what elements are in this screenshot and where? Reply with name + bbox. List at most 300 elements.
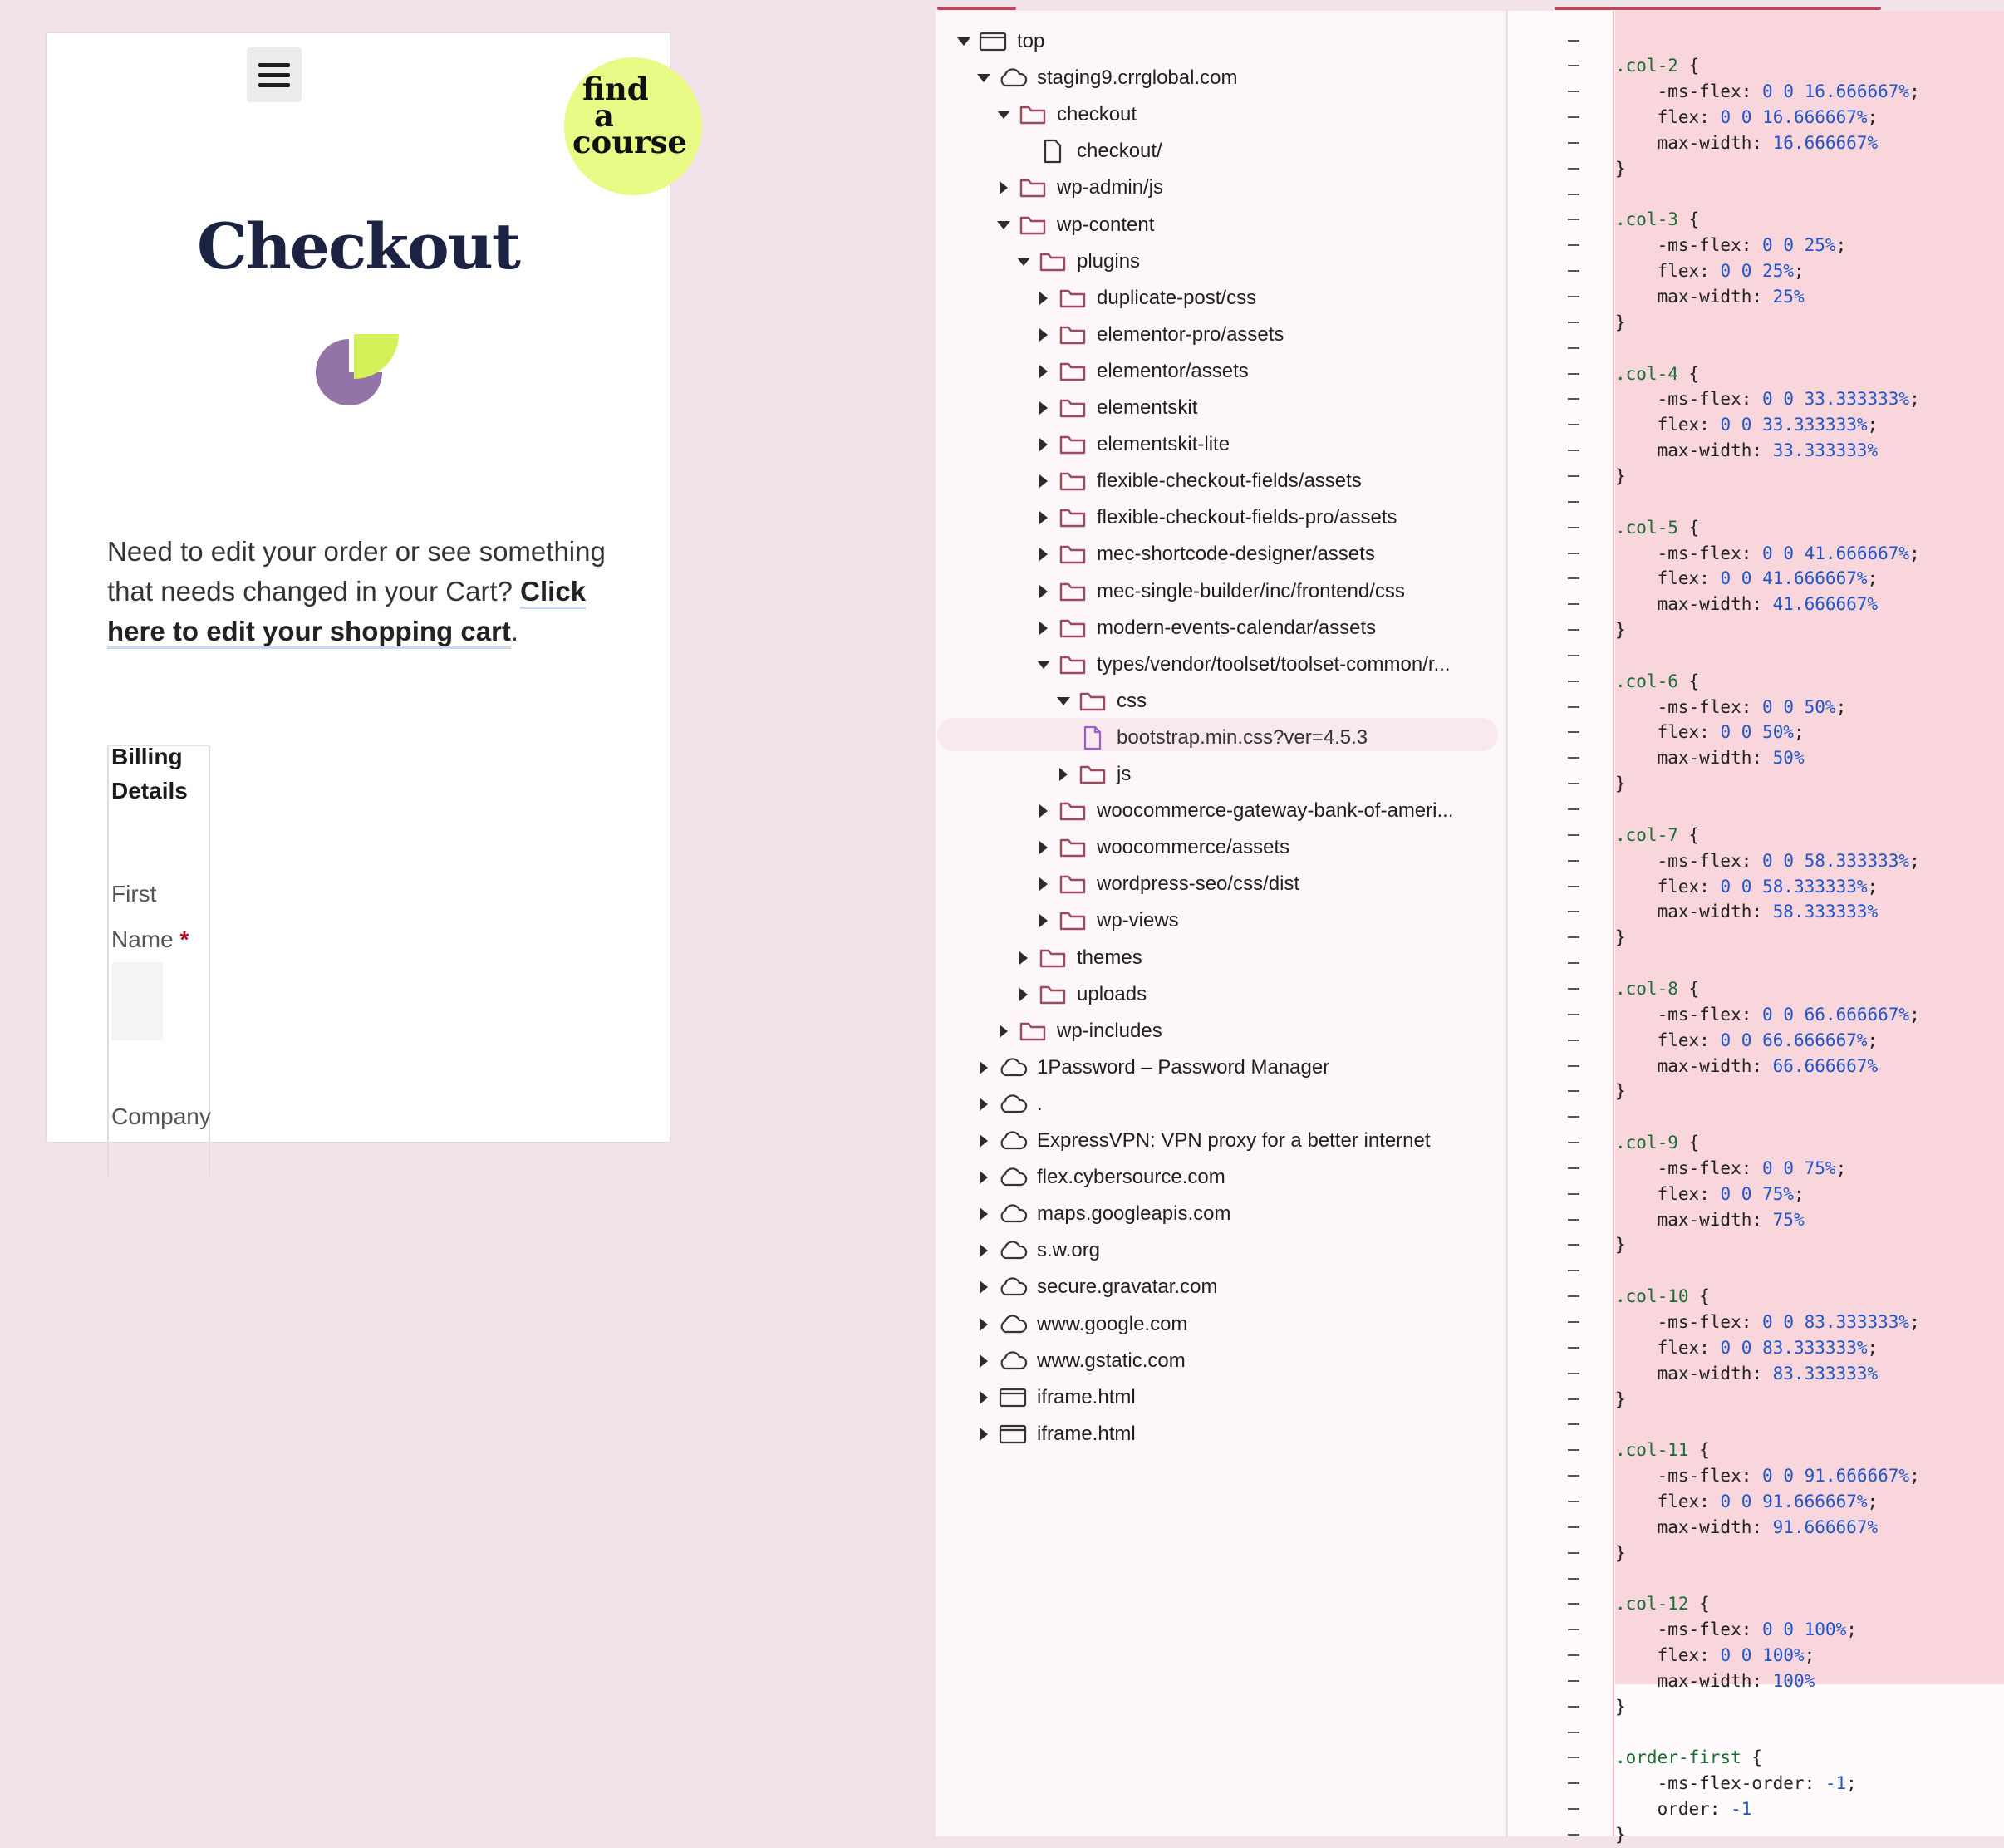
frame-icon — [979, 29, 1007, 54]
removed-line-marker — [1568, 860, 1579, 862]
removed-line-marker — [1568, 398, 1579, 400]
code-line: } — [1615, 1388, 1626, 1409]
code-line: } — [1615, 158, 1626, 179]
find-a-course-badge[interactable] — [564, 57, 702, 195]
cloud-icon — [999, 1055, 1027, 1080]
removed-line-marker — [1568, 373, 1579, 375]
removed-line-marker — [1568, 1270, 1579, 1271]
collapsed-chevron-icon[interactable] — [1034, 804, 1054, 818]
code-line: .col-3 { — [1615, 209, 1700, 230]
tree-item[interactable] — [1014, 133, 1162, 170]
removed-line-marker — [1568, 886, 1579, 887]
first-name-input[interactable] — [111, 962, 163, 1040]
code-line: flex: 0 0 25%; — [1615, 261, 1805, 282]
expanded-chevron-icon[interactable] — [1054, 697, 1073, 705]
badge-line: find — [582, 71, 649, 107]
tree-item[interactable] — [974, 1379, 1136, 1416]
collapsed-chevron-icon[interactable] — [974, 1428, 994, 1441]
cart-edit-note — [107, 532, 622, 651]
tree-item[interactable] — [974, 1416, 1136, 1452]
tree-item[interactable] — [974, 1196, 1230, 1232]
code-line: .order-first { — [1615, 1747, 1763, 1768]
removed-line-marker — [1568, 65, 1579, 66]
removed-line-marker — [1568, 1680, 1579, 1682]
removed-line-marker — [1568, 1244, 1579, 1246]
removed-line-marker — [1568, 1757, 1579, 1758]
frame-icon — [999, 1422, 1027, 1447]
collapsed-chevron-icon[interactable] — [974, 1354, 994, 1368]
tree-item[interactable] — [994, 207, 1154, 243]
collapsed-chevron-icon[interactable] — [994, 1025, 1014, 1038]
folder-icon — [1019, 102, 1047, 127]
tree-item-label: wp-admin/js — [1057, 176, 1164, 199]
removed-line-marker — [1568, 296, 1579, 297]
collapsed-chevron-icon[interactable] — [974, 1244, 994, 1257]
tree-item[interactable] — [974, 60, 1237, 96]
folder-icon — [1058, 469, 1087, 494]
tree-item[interactable] — [974, 1343, 1186, 1379]
file-icon — [1039, 139, 1067, 164]
code-line: max-width: 91.666667% — [1615, 1516, 1879, 1537]
code-line: } — [1615, 927, 1626, 948]
collapsed-chevron-icon[interactable] — [974, 1280, 994, 1294]
first-name-label-text: First Name — [111, 881, 174, 952]
company-label: Company — [111, 1103, 211, 1129]
removed-line-marker — [1568, 783, 1579, 784]
tree-item[interactable] — [1034, 866, 1299, 902]
collapsed-chevron-icon[interactable] — [1014, 951, 1034, 965]
removed-line-marker — [1568, 1347, 1579, 1349]
removed-line-marker — [1568, 527, 1579, 528]
removed-line-marker — [1568, 1014, 1579, 1015]
tree-item[interactable] — [974, 1049, 1329, 1086]
code-line: .col-4 { — [1615, 363, 1700, 384]
collapsed-chevron-icon[interactable] — [1034, 622, 1054, 635]
collapsed-chevron-icon[interactable] — [1034, 365, 1054, 378]
code-line: -ms-flex: 0 0 58.333333%; — [1615, 850, 1920, 871]
tree-item[interactable] — [994, 170, 1163, 206]
code-line: -ms-flex: 0 0 16.666667%; — [1615, 81, 1920, 102]
code-line: } — [1615, 1235, 1626, 1256]
code-line: } — [1615, 774, 1626, 794]
removed-line-marker — [1568, 706, 1579, 708]
folder-icon — [1058, 579, 1087, 604]
code-line: .col-11 { — [1615, 1440, 1710, 1461]
code-line: max-width: 16.666667% — [1615, 132, 1879, 153]
collapsed-chevron-icon[interactable] — [1034, 328, 1054, 342]
code-line: flex: 0 0 16.666667%; — [1615, 107, 1879, 128]
tree-item-label: flexible-checkout-fields/assets — [1097, 469, 1362, 493]
folder-icon — [1078, 689, 1107, 714]
code-line: flex: 0 0 83.333333%; — [1615, 1337, 1879, 1358]
tree-item-label: elementor/assets — [1097, 359, 1249, 382]
tree-item[interactable] — [974, 1086, 1043, 1123]
code-line: -ms-flex: 0 0 100%; — [1615, 1619, 1857, 1640]
tree-item-label: wp-views — [1097, 909, 1179, 932]
folder-icon — [1039, 982, 1067, 1007]
cloud-icon — [999, 1202, 1027, 1226]
collapsed-chevron-icon[interactable] — [1054, 768, 1073, 781]
first-name-label — [111, 871, 203, 962]
removed-line-marker — [1568, 1373, 1579, 1374]
cloud-icon — [999, 1312, 1027, 1337]
code-line: -ms-flex: 0 0 66.666667%; — [1615, 1004, 1920, 1025]
folder-icon — [1019, 1019, 1047, 1044]
tree-item-label: staging9.crrglobal.com — [1037, 66, 1238, 90]
removed-line-marker — [1568, 988, 1579, 990]
collapsed-chevron-icon[interactable] — [1034, 474, 1054, 488]
tree-item[interactable] — [974, 1123, 1431, 1159]
tree-item[interactable] — [1034, 353, 1249, 390]
code-line: .col-9 { — [1615, 1133, 1700, 1153]
folder-icon — [1039, 946, 1067, 971]
removed-line-marker — [1568, 681, 1579, 682]
tree-item-label: elementskit-lite — [1097, 433, 1230, 456]
tree-item-label: flex.cybersource.com — [1037, 1166, 1225, 1189]
removed-line-marker — [1568, 219, 1579, 220]
expanded-chevron-icon[interactable] — [954, 37, 974, 46]
tree-item[interactable] — [1034, 390, 1197, 426]
cloud-icon — [999, 1165, 1027, 1190]
tree-item-label: mec-single-builder/inc/frontend/css — [1097, 579, 1405, 602]
code-line: max-width: 50% — [1615, 748, 1805, 769]
expanded-chevron-icon[interactable] — [974, 74, 994, 82]
collapsed-chevron-icon[interactable] — [1034, 292, 1054, 305]
removed-line-marker — [1568, 347, 1579, 349]
tree-item-label: top — [1017, 30, 1045, 52]
removed-line-marker — [1568, 1834, 1579, 1836]
tree-item-label: wp-content — [1057, 213, 1155, 236]
removed-line-marker — [1568, 1501, 1579, 1502]
tree-item[interactable] — [974, 1232, 1100, 1269]
code-line: } — [1615, 465, 1626, 486]
tree-item[interactable] — [1054, 720, 1368, 756]
collapsed-chevron-icon[interactable] — [1034, 401, 1054, 415]
tree-item[interactable] — [1014, 243, 1140, 280]
tree-item-label: wordpress-seo/css/dist — [1097, 872, 1300, 896]
collapsed-chevron-icon[interactable] — [994, 181, 1014, 194]
tree-item[interactable] — [974, 1306, 1187, 1343]
code-line: flex: 0 0 58.333333%; — [1615, 876, 1879, 897]
code-line: -ms-flex: 0 0 41.666667%; — [1615, 543, 1920, 563]
removed-line-marker — [1568, 936, 1579, 938]
cloud-icon — [999, 66, 1027, 91]
tree-item[interactable] — [1034, 499, 1397, 536]
tree-item[interactable] — [1034, 317, 1284, 353]
removed-line-marker — [1568, 142, 1579, 144]
badge-line: course — [572, 124, 687, 160]
removed-line-marker — [1568, 1526, 1579, 1528]
collapsed-chevron-icon[interactable] — [974, 1134, 994, 1148]
tree-item-label: checkout/ — [1077, 140, 1162, 163]
hamburger-menu-button[interactable] — [247, 47, 302, 102]
menu-bar-icon — [258, 73, 290, 77]
code-line: -ms-flex: 0 0 33.333333%; — [1615, 389, 1920, 410]
tree-item-label: 1Password – Password Manager — [1037, 1055, 1330, 1079]
collapsed-chevron-icon[interactable] — [974, 1171, 994, 1184]
removed-line-marker — [1568, 553, 1579, 554]
edit-cart-link[interactable]: Click here to edit your shopping cart — [107, 576, 586, 649]
tree-item-label: types/vendor/toolset/toolset-common/r... — [1097, 652, 1451, 676]
diff-gutter-marker — [1613, 11, 1614, 1836]
folder-icon — [1058, 835, 1087, 860]
removed-line-marker — [1568, 911, 1579, 912]
removed-line-marker — [1568, 1475, 1579, 1477]
removed-line-marker — [1568, 629, 1579, 631]
tree-item-label: flexible-checkout-fields-pro/assets — [1097, 506, 1397, 529]
folder-icon — [1039, 249, 1067, 274]
removed-line-marker — [1568, 731, 1579, 733]
removed-line-marker — [1568, 1449, 1579, 1451]
active-tab-indicator — [1555, 7, 1881, 10]
removed-line-marker — [1568, 270, 1579, 272]
frame-icon — [999, 1385, 1027, 1410]
tree-item-label: www.gstatic.com — [1037, 1349, 1186, 1372]
code-line: -ms-flex-order: -1; — [1615, 1773, 1857, 1794]
tree-item-label: www.google.com — [1037, 1312, 1188, 1335]
tree-item[interactable] — [974, 1269, 1217, 1305]
folder-icon — [1058, 799, 1087, 823]
removed-line-marker — [1568, 1732, 1579, 1733]
tree-item-label: woocommerce/assets — [1097, 836, 1290, 859]
collapsed-chevron-icon[interactable] — [1034, 511, 1054, 524]
tree-item-label: js — [1117, 763, 1132, 785]
removed-line-marker — [1568, 578, 1579, 579]
tree-item[interactable] — [1034, 829, 1289, 866]
tree-item-label: css — [1117, 689, 1147, 712]
removed-line-marker — [1568, 1808, 1579, 1810]
tree-item[interactable] — [1034, 536, 1375, 573]
collapsed-chevron-icon[interactable] — [974, 1098, 994, 1111]
removed-line-marker — [1568, 168, 1579, 170]
removed-line-marker — [1568, 1040, 1579, 1041]
tree-item[interactable] — [1014, 976, 1147, 1013]
tree-item-label: checkout — [1057, 103, 1137, 126]
code-line: max-width: 41.666667% — [1615, 594, 1879, 615]
tree-item-label: elementor-pro/assets — [1097, 322, 1284, 346]
code-line: flex: 0 0 75%; — [1615, 1183, 1805, 1204]
removed-line-marker — [1568, 1321, 1579, 1323]
collapsed-chevron-icon[interactable] — [974, 1318, 994, 1331]
tree-item[interactable] — [1034, 646, 1451, 683]
removed-line-marker — [1568, 1065, 1579, 1067]
tree-item[interactable] — [1014, 940, 1142, 976]
collapsed-chevron-icon[interactable] — [1034, 841, 1054, 854]
removed-line-marker — [1568, 40, 1579, 42]
collapsed-chevron-icon[interactable] — [974, 1391, 994, 1404]
collapsed-chevron-icon[interactable] — [1034, 914, 1054, 927]
tree-item[interactable] — [1034, 902, 1179, 939]
removed-line-marker — [1568, 603, 1579, 605]
css-file-icon — [1078, 725, 1107, 750]
code-line: flex: 0 0 41.666667%; — [1615, 568, 1879, 589]
removed-line-marker — [1568, 1398, 1579, 1400]
collapsed-chevron-icon[interactable] — [1034, 877, 1054, 891]
folder-icon — [1058, 652, 1087, 677]
tree-item[interactable] — [1034, 610, 1376, 646]
removed-line-marker — [1568, 475, 1579, 477]
collapsed-chevron-icon[interactable] — [1034, 585, 1054, 598]
folder-icon — [1058, 505, 1087, 530]
tree-item[interactable] — [994, 96, 1137, 133]
removed-line-marker — [1568, 322, 1579, 323]
code-line: max-width: 33.333333% — [1615, 440, 1879, 461]
expanded-chevron-icon[interactable] — [1034, 661, 1054, 669]
code-line: flex: 0 0 66.666667%; — [1615, 1030, 1879, 1050]
brand-logo-icon — [316, 331, 399, 414]
folder-icon — [1058, 542, 1087, 567]
code-line: } — [1615, 620, 1626, 641]
removed-line-marker — [1568, 1090, 1579, 1092]
code-line: } — [1615, 1081, 1626, 1102]
tree-item-label: plugins — [1077, 249, 1141, 273]
badge-line: a — [594, 97, 614, 134]
folder-icon — [1058, 908, 1087, 933]
removed-line-marker — [1568, 244, 1579, 246]
removed-line-marker — [1568, 1578, 1579, 1580]
collapsed-chevron-icon[interactable] — [974, 1061, 994, 1074]
removed-line-marker — [1568, 834, 1579, 836]
expanded-chevron-icon[interactable] — [1014, 258, 1034, 266]
folder-icon — [1019, 213, 1047, 238]
removed-line-marker — [1568, 1116, 1579, 1118]
removed-line-marker — [1568, 424, 1579, 425]
removed-line-marker — [1568, 1193, 1579, 1195]
tree-item[interactable] — [1034, 793, 1453, 829]
expanded-chevron-icon[interactable] — [994, 221, 1014, 229]
removed-line-marker — [1568, 1552, 1579, 1554]
billing-details-heading: Billing Details — [111, 744, 188, 804]
cloud-icon — [999, 1092, 1027, 1117]
tree-item-label: woocommerce-gateway-bank-of-ameri... — [1097, 799, 1454, 823]
page-title: Checkout — [196, 209, 520, 283]
tree-item[interactable] — [1034, 463, 1362, 499]
folder-icon — [1058, 872, 1087, 897]
tree-item[interactable] — [974, 1159, 1225, 1196]
folder-icon — [1058, 286, 1087, 311]
code-line: -ms-flex: 0 0 75%; — [1615, 1157, 1847, 1178]
removed-line-marker — [1568, 1782, 1579, 1784]
expanded-chevron-icon[interactable] — [994, 111, 1014, 119]
tree-item-label: modern-events-calendar/assets — [1097, 616, 1377, 639]
cloud-icon — [999, 1349, 1027, 1374]
code-line: flex: 0 0 100%; — [1615, 1645, 1815, 1666]
code-line: max-width: 83.333333% — [1615, 1363, 1879, 1384]
tree-item-label: iframe.html — [1037, 1385, 1136, 1408]
removed-line-marker — [1568, 757, 1579, 759]
removed-line-marker — [1568, 1295, 1579, 1297]
removed-line-marker — [1568, 91, 1579, 92]
folder-icon — [1058, 616, 1087, 641]
tree-item-label: ExpressVPN: VPN proxy for a better internet — [1037, 1129, 1431, 1152]
removed-line-marker — [1568, 1603, 1579, 1605]
code-line: .col-12 { — [1615, 1594, 1710, 1615]
tree-item-label: secure.gravatar.com — [1037, 1275, 1218, 1299]
tree-item-label: . — [1037, 1092, 1043, 1115]
code-line: flex: 0 0 91.666667%; — [1615, 1491, 1879, 1511]
collapsed-chevron-icon[interactable] — [1014, 988, 1034, 1001]
cloud-icon — [999, 1275, 1027, 1300]
collapsed-chevron-icon[interactable] — [1034, 548, 1054, 561]
menu-bar-icon — [258, 83, 290, 87]
folder-icon — [1058, 359, 1087, 384]
code-line: -ms-flex: 0 0 91.666667%; — [1615, 1466, 1920, 1487]
code-line: flex: 0 0 33.333333%; — [1615, 415, 1879, 435]
code-line: .col-8 { — [1615, 978, 1700, 999]
code-line: .col-5 { — [1615, 517, 1700, 538]
removed-line-marker — [1568, 1167, 1579, 1169]
code-line: max-width: 75% — [1615, 1209, 1805, 1230]
required-marker: * — [179, 926, 189, 952]
code-line: max-width: 66.666667% — [1615, 1055, 1879, 1076]
cloud-icon — [999, 1238, 1027, 1263]
code-line: .col-2 { — [1615, 56, 1700, 76]
tree-item-label: themes — [1077, 946, 1142, 969]
removed-line-marker — [1568, 1706, 1579, 1708]
tree-item[interactable] — [1034, 426, 1230, 463]
tree-item[interactable] — [1054, 683, 1147, 720]
folder-icon — [1058, 432, 1087, 457]
menu-bar-icon — [258, 63, 290, 67]
tree-item[interactable] — [1034, 573, 1405, 610]
tree-item-label: uploads — [1077, 982, 1147, 1005]
removed-line-marker — [1568, 1142, 1579, 1143]
active-tab-indicator — [937, 7, 1016, 10]
folder-icon — [1058, 396, 1087, 420]
collapsed-chevron-icon[interactable] — [1034, 438, 1054, 451]
removed-line-marker — [1568, 1219, 1579, 1221]
code-line: max-width: 58.333333% — [1615, 902, 1879, 922]
tree-item[interactable] — [994, 1013, 1162, 1049]
removed-line-marker — [1568, 450, 1579, 451]
code-line: -ms-flex: 0 0 25%; — [1615, 235, 1847, 256]
code-line: } — [1615, 1542, 1626, 1563]
removed-line-marker — [1568, 194, 1579, 195]
code-line: -ms-flex: 0 0 50%; — [1615, 696, 1847, 717]
cloud-icon — [999, 1128, 1027, 1153]
code-line: -ms-flex: 0 0 83.333333%; — [1615, 1312, 1920, 1332]
code-line: max-width: 100% — [1615, 1670, 1815, 1691]
code-line: } — [1615, 1696, 1626, 1717]
collapsed-chevron-icon[interactable] — [974, 1207, 994, 1221]
removed-line-marker — [1568, 655, 1579, 656]
code-line: flex: 0 0 50%; — [1615, 722, 1805, 743]
removed-line-marker — [1568, 501, 1579, 503]
tree-item-label: maps.googleapis.com — [1037, 1202, 1231, 1226]
tree-item[interactable] — [1034, 280, 1256, 317]
tree-item-label: s.w.org — [1037, 1239, 1101, 1262]
tree-item[interactable] — [1054, 756, 1131, 793]
tree-item-label: bootstrap.min.css?ver=4.5.3 — [1117, 725, 1368, 749]
code-line: } — [1615, 1825, 1626, 1845]
tree-item-label: wp-includes — [1057, 1019, 1162, 1042]
removed-line-marker — [1568, 1654, 1579, 1656]
tree-item-label: mec-shortcode-designer/assets — [1097, 543, 1375, 566]
code-line: } — [1615, 312, 1626, 332]
folder-icon — [1058, 322, 1087, 347]
tree-item-label: iframe.html — [1037, 1422, 1136, 1445]
code-line: order: -1 — [1615, 1799, 1752, 1820]
removed-line-marker — [1568, 1423, 1579, 1425]
cart-note-end: . — [510, 616, 519, 646]
code-line: .col-10 { — [1615, 1286, 1710, 1307]
removed-line-marker — [1568, 1629, 1579, 1630]
code-line: .col-7 { — [1615, 824, 1700, 845]
cart-note-text: Need to edit your order or see something that needs changed in your Cart? — [107, 536, 606, 607]
code-line: max-width: 25% — [1615, 287, 1805, 307]
folder-icon — [1078, 762, 1107, 787]
tree-item[interactable] — [954, 23, 1044, 60]
